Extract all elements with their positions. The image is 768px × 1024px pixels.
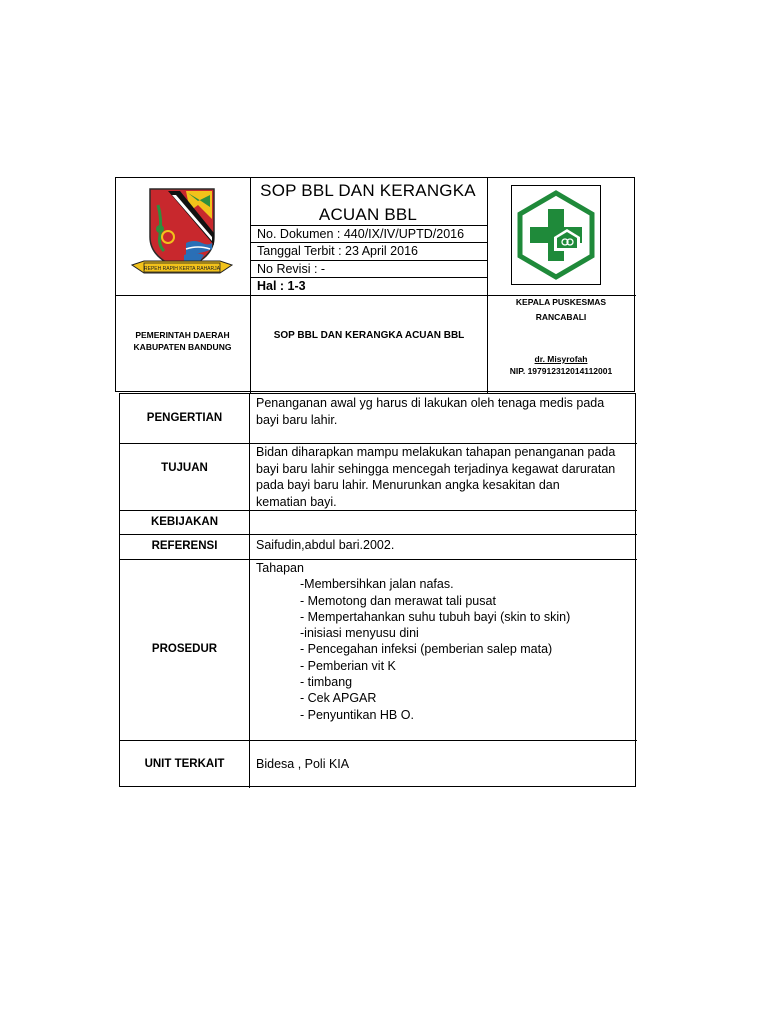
unit-terkait-label: UNIT TERKAIT	[144, 757, 225, 770]
prosedur-step: - timbang	[300, 675, 353, 690]
tanggal-terbit: Tanggal Terbit : 23 April 2016	[257, 244, 418, 258]
no-revisi: No Revisi : -	[257, 262, 326, 276]
center-sop-label: SOP BBL DAN KERANGKA ACUAN BBL	[273, 330, 465, 341]
prosedur-step: - Cek APGAR	[300, 691, 377, 706]
prosedur-step: -Membersihkan jalan nafas.	[300, 577, 454, 592]
kabupaten-bandung-crest-icon	[128, 185, 236, 281]
prosedur-step: - Mempertahankan suhu tubuh bayi (skin to skin)	[300, 609, 571, 624]
prosedur-steps	[250, 576, 636, 723]
pengertian-text	[250, 395, 636, 428]
prosedur-step: -inisiasi menyusu dini	[300, 626, 419, 641]
pemerintah-daerah-label	[116, 329, 249, 353]
prosedur-label: PROSEDUR	[151, 643, 218, 655]
crest-banner-text: REPEH RAPIH KERTA RAHARJA	[144, 266, 220, 272]
kepala-puskesmas-label	[487, 296, 635, 323]
tujuan-text	[250, 444, 636, 510]
kebijakan-label: KEBIJAKAN	[150, 515, 219, 528]
signatory-name: dr. Misyrofah	[534, 354, 588, 364]
document-title	[250, 179, 486, 227]
no-dokumen: No. Dokumen : 440/IX/IV/UPTD/2016	[257, 227, 465, 241]
right-label-line-2: RANCABALI	[535, 312, 587, 322]
tujuan-line-1: Bidan diharapkan mampu melakukan tahapan penanganan pada	[256, 445, 616, 459]
pengertian-label: PENGERTIAN	[146, 412, 223, 424]
referensi-label: REFERENSI	[151, 540, 218, 552]
pengertian-line-2: bayi baru lahir.	[256, 412, 338, 427]
referensi-text: Saifudin,abdul bari.2002.	[256, 538, 395, 552]
prosedur-step: - Penyuntikan HB O.	[300, 707, 414, 722]
tujuan-label: TUJUAN	[161, 462, 208, 474]
prosedur-text	[250, 560, 636, 723]
hal: Hal : 1-3	[257, 279, 306, 293]
prosedur-step: - Pemberian vit K	[300, 658, 396, 673]
tujuan-line-4: kematian bayi.	[256, 494, 337, 509]
left-label-line-2: KABUPATEN BANDUNG	[133, 342, 232, 352]
unit-terkait-text: Bidesa , Poli KIA	[256, 757, 350, 771]
title-line-2: ACUAN BBL	[318, 205, 418, 224]
prosedur-intro: Tahapan	[256, 561, 304, 575]
tujuan-line-2: bayi baru lahir sehingga mencegah terjadinya kegawat daruratan	[256, 461, 616, 476]
tujuan-line-3: pada bayi baru lahir. Menurunkan angka kesakitan dan	[256, 478, 560, 492]
title-line-1: SOP BBL DAN KERANGKA	[260, 181, 476, 200]
prosedur-step: - Pencegahan infeksi (pemberian salep mata)	[300, 642, 553, 657]
prosedur-step: - Memotong dan merawat tali pusat	[300, 593, 496, 608]
signatory-nip: NIP. 197912312014112001	[509, 366, 613, 376]
pengertian-line-1: Penanganan awal yg harus di lakukan oleh tenaga medis pada	[256, 396, 605, 410]
left-label-line-1: PEMERINTAH DAERAH	[135, 330, 230, 340]
right-label-line-1: KEPALA PUSKESMAS	[515, 297, 607, 307]
puskesmas-hexagon-cross-icon	[511, 185, 601, 285]
